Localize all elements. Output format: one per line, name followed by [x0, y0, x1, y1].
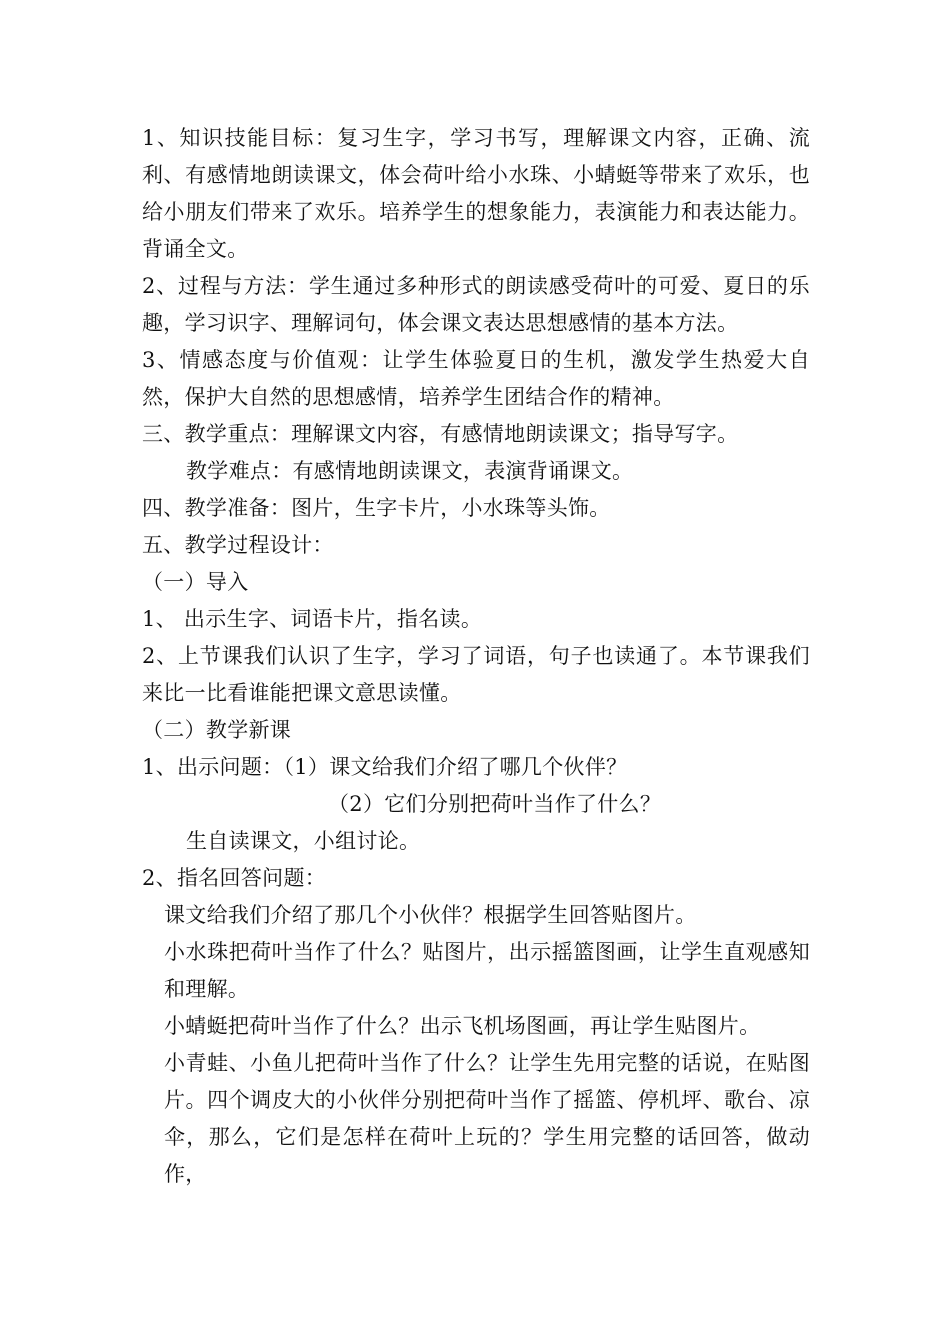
teaching-preparation: 四、教学准备：图片，生字卡片，小水珠等头饰。	[142, 496, 611, 520]
introduction-step-1: 1、 出示生字、词语卡片，指名读。	[142, 607, 483, 631]
section-introduction-heading: （一）导入	[142, 570, 249, 594]
introduction-step-2: 2、上节课我们认识了生字，学习了词语，句子也读通了。本节课我们来比一比看谁能把课文意思读懂。	[142, 644, 810, 705]
new-lesson-question-2: （2）它们分别把荷叶当作了什么？	[328, 792, 662, 816]
teaching-process-heading: 五、教学过程设计：	[142, 533, 334, 557]
answer-partners: 课文给我们介绍了那几个小伙伴？根据学生回答贴图片。	[164, 903, 697, 927]
section-new-lesson-heading: （二）教学新课	[142, 718, 292, 742]
document-body	[142, 120, 810, 1193]
new-lesson-question-1: 1、出示问题：（1）课文给我们介绍了哪几个伙伴？	[142, 755, 628, 779]
goal-emotion-values: 3、情感态度与价值观：让学生体验夏日的生机，激发学生热爱大自然，保护大自然的思想感情，培养学生团结合作的精神。	[142, 348, 810, 409]
goal-knowledge-skills: 1、知识技能目标：复习生字，学习书写，理解课文内容，正确、流利、有感情地朗读课文，体会荷叶给小水珠、小蜻蜓等带来了欢乐，也给小朋友们带来了欢乐。培养学生的想象能力，表演能力和表达能力。背诵全文。	[142, 126, 810, 261]
answer-dragonfly: 小蜻蜓把荷叶当作了什么？出示飞机场图画，再让学生贴图片。	[164, 1014, 761, 1038]
answer-frog-fish: 小青蛙、小鱼儿把荷叶当作了什么？让学生先用完整的话说，在贴图片。四个调皮大的小伙伴分别把荷叶当作了摇篮、停机坪、歌台、凉伞，那么，它们是怎样在荷叶上玩的？学生用完整的话回答，做动作，	[164, 1051, 810, 1186]
self-reading-note: 生自读课文，小组讨论。	[186, 829, 421, 853]
answer-water-drop: 小水珠把荷叶当作了什么？贴图片，出示摇篮图画，让学生直观感知和理解。	[164, 940, 810, 1001]
teaching-difficulties: 教学难点：有感情地朗读课文，表演背诵课文。	[186, 459, 634, 483]
goal-process-method: 2、过程与方法：学生通过多种形式的朗读感受荷叶的可爱、夏日的乐趣，学习识字、理解词句，体会课文表达思想感情的基本方法。	[142, 274, 810, 335]
teaching-key-points: 三、教学重点：理解课文内容，有感情地朗读课文；指导写字。	[142, 422, 739, 446]
answer-questions-step: 2、指名回答问题：	[142, 866, 327, 890]
